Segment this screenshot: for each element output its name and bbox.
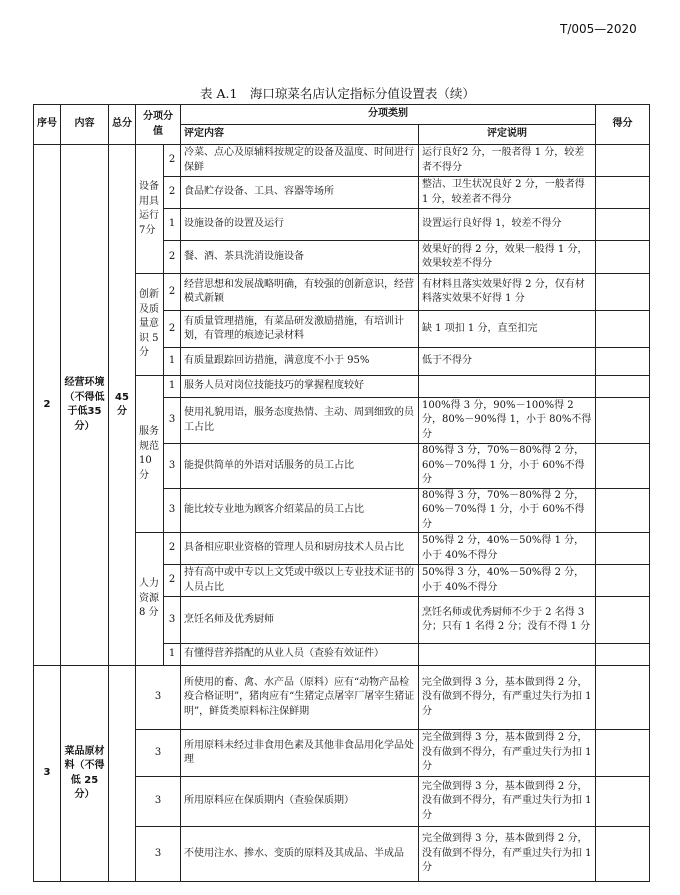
score-cell [596, 488, 650, 533]
item-content: 所用原料未经过非食用色素及其他非食品用化学品处理 [181, 730, 419, 777]
item-desc: 有材料且落实效果好得 2 分，仅有材料落实效果不好得 1 分 [419, 274, 596, 311]
section-content: 经营环境（不得低于低35分） [61, 145, 109, 666]
item-points: 3 [136, 730, 181, 777]
item-desc [419, 376, 596, 398]
score-cell [596, 209, 650, 241]
item-points: 3 [164, 398, 181, 444]
item-content: 所使用的畜、禽、水产品（原料）应有“动物产品检疫合格证明”，猪肉应有“生猪定点屠宰厂屠宰生猪证明”，鲜货类原料标注保鲜期 [181, 666, 419, 730]
item-points: 2 [164, 145, 181, 177]
group-label: 设备用具运行7分 [136, 145, 164, 274]
table-caption: 表 A.1 海口琼菜名店认定指标分值设置表（续） [200, 86, 475, 101]
section-seq: 3 [34, 666, 61, 882]
header-desc: 评定说明 [419, 125, 596, 145]
score-cell [596, 348, 650, 376]
item-desc: 低于不得分 [419, 348, 596, 376]
table-row [34, 666, 650, 730]
item-desc: 烹饪名师或优秀厨师不少于 2 名得 3 分；只有 1 名得 2 分；没有不得 1 分 [419, 597, 596, 644]
item-desc: 50%得 3 分，40%－50%得 2 分，小于 40%不得分 [419, 565, 596, 597]
item-desc: 缺 1 项扣 1 分，直至扣完 [419, 311, 596, 348]
item-desc: 完全做到得 3 分，基本做到得 2 分，没有做到不得分，有严重过失行为扣 1 分 [419, 666, 596, 730]
score-cell [596, 274, 650, 311]
score-cell [596, 241, 650, 274]
item-desc: 完全做到得 3 分，基本做到得 2 分，没有做到不得分，有严重过失行为扣 1 分 [419, 827, 596, 882]
item-content: 能提供简单的外语对话服务的员工占比 [181, 444, 419, 489]
score-cell [596, 145, 650, 177]
item-points: 3 [164, 444, 181, 489]
item-content: 不使用注水、掺水、变质的原料及其成品、半成品 [181, 827, 419, 882]
section-total [109, 666, 136, 882]
item-content: 服务人员对岗位技能技巧的掌握程度较好 [181, 376, 419, 398]
score-cell [596, 565, 650, 597]
item-points: 2 [164, 311, 181, 348]
table-row [34, 145, 650, 177]
item-desc: 整洁、卫生状况良好 2 分，一般者得 1 分，较差者不得分 [419, 177, 596, 209]
score-cell [596, 666, 650, 730]
header-score: 得分 [596, 105, 650, 145]
item-desc [419, 644, 596, 666]
score-cell [596, 398, 650, 444]
header-category: 分项类别 [181, 105, 596, 125]
item-points: 3 [164, 597, 181, 644]
document-code: T/005—2020 [560, 22, 637, 36]
score-cell [596, 177, 650, 209]
item-points: 1 [164, 644, 181, 666]
score-cell [596, 644, 650, 666]
header-item: 评定内容 [181, 125, 419, 145]
group-label: 人力资源8 分 [136, 533, 164, 666]
item-points: 3 [136, 827, 181, 882]
item-content: 有懂得营养搭配的从业人员（查验有效证件） [181, 644, 419, 666]
item-content: 能比较专业地为顾客介绍菜品的员工占比 [181, 488, 419, 533]
score-cell [596, 376, 650, 398]
group-label: 服务规范10 分 [136, 376, 164, 533]
item-content: 具备相应职业资格的管理人员和厨房技术人员占比 [181, 533, 419, 565]
item-content: 所用原料应在保质期内（查验保质期） [181, 777, 419, 827]
item-points: 2 [164, 533, 181, 565]
item-desc: 完全做到得 3 分，基本做到得 2 分，没有做到不得分，有严重过失行为扣 1 分 [419, 730, 596, 777]
item-content: 持有高中或中专以上文凭或中级以上专业技术证书的人员占比 [181, 565, 419, 597]
item-points: 2 [164, 177, 181, 209]
item-points: 2 [164, 274, 181, 311]
item-desc: 80%得 3 分，70%－80%得 2 分，60%－70%得 1 分，小于 60%不得分 [419, 444, 596, 489]
item-content: 食品贮存设备、工具、容器等场所 [181, 177, 419, 209]
score-cell [596, 827, 650, 882]
item-points: 3 [136, 777, 181, 827]
item-content: 冷菜、点心及原辅料按规定的设备及温度、时间进行保鲜 [181, 145, 419, 177]
item-points: 1 [164, 348, 181, 376]
header-seq: 序号 [34, 105, 61, 145]
item-points: 2 [164, 241, 181, 274]
item-points: 3 [164, 488, 181, 533]
score-cell [596, 444, 650, 489]
item-content: 有质量跟踪回访措施，满意度不小于 95% [181, 348, 419, 376]
score-cell [596, 533, 650, 565]
section-total: 45分 [109, 145, 136, 666]
item-desc: 80%得 3 分，70%－80%得 2 分，60%－70%得 1 分，小于 60%不得分 [419, 488, 596, 533]
group-label: 创新及质量意识 5 分 [136, 274, 164, 376]
item-content: 经营思想和发展战略明确，有较强的创新意识，经营模式新颖 [181, 274, 419, 311]
item-desc: 设置运行良好得 1，较差不得分 [419, 209, 596, 241]
score-cell [596, 311, 650, 348]
header-total: 总分 [109, 105, 136, 145]
section-seq: 2 [34, 145, 61, 666]
item-points: 3 [136, 666, 181, 730]
item-desc: 运行良好2 分，一般者得 1 分，较差者不得分 [419, 145, 596, 177]
item-desc: 效果好的得 2 分，效果一般得 1 分，效果较差不得分 [419, 241, 596, 274]
item-content: 设施设备的设置及运行 [181, 209, 419, 241]
criteria-table [33, 104, 650, 882]
item-desc: 完全做到得 3 分，基本做到得 2 分，没有做到不得分，有严重过失行为扣 1 分 [419, 777, 596, 827]
header-sub-value: 分项分值 [136, 105, 181, 145]
score-cell [596, 597, 650, 644]
item-points: 2 [164, 565, 181, 597]
item-desc: 50%得 2 分，40%－50%得 1 分，小于 40%不得分 [419, 533, 596, 565]
item-desc: 100%得 3 分，90%－100%得 2 分，80%－90%得 1，小于 80%不得分 [419, 398, 596, 444]
section-content: 菜品原材料（不得低 25 分） [61, 666, 109, 882]
item-content: 有质量管理措施，有菜品研发激励措施，有培训计划，有管理的痕迹记录材料 [181, 311, 419, 348]
item-points: 1 [164, 376, 181, 398]
score-cell [596, 730, 650, 777]
item-points: 1 [164, 209, 181, 241]
item-content: 餐、酒、茶具洗消设施设备 [181, 241, 419, 274]
item-content: 使用礼貌用语，服务态度热情、主动、周到细致的员工占比 [181, 398, 419, 444]
header-content: 内容 [61, 105, 109, 145]
item-content: 烹饪名师及优秀厨师 [181, 597, 419, 644]
score-cell [596, 777, 650, 827]
